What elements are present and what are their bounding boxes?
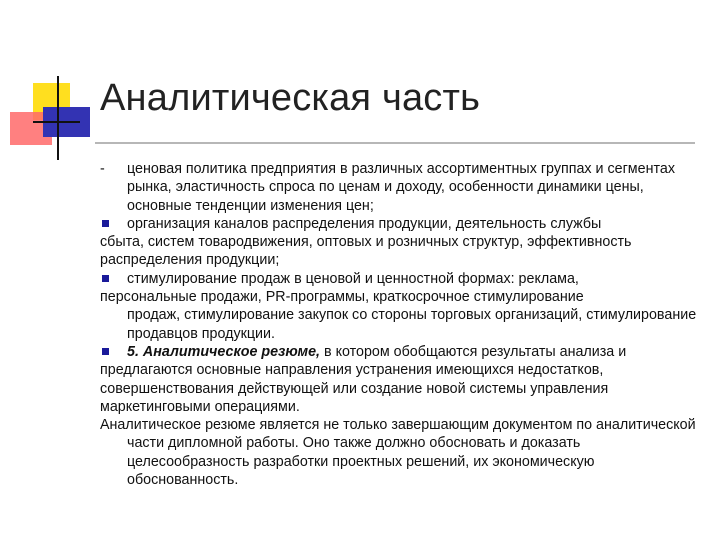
paragraph-distribution: [100, 215, 700, 270]
dash-marker: -: [100, 161, 105, 177]
paragraph-price-policy: [100, 160, 700, 215]
paragraph-sales-promotion: [100, 270, 700, 343]
paragraph-bold-heading: 5. Аналитическое резюме,: [127, 343, 321, 360]
paragraph-first-line: в котором обобщаются результаты анализа и: [320, 343, 627, 360]
paragraph-text: предлагаются основные направления устранения имеющихся недостатков, совершенствования действующей или создание новой системы управления маркетинговыми операциями.: [100, 362, 609, 415]
paragraph-text: ценовая политика предприятия в различных ассортиментных группах и сегментах рынка, эластичность спроса по ценам и доходу, особенности динамики цены, основные тенденции изменения цен;: [127, 161, 675, 214]
paragraph-text: сбыта, систем товародвижения, оптовых и розничных структур, эффективность распределения продукции;: [100, 234, 632, 269]
decor-horizontal-line: [33, 121, 80, 123]
slide-body: [100, 160, 700, 489]
decor-vertical-line: [57, 76, 59, 160]
paragraph-first-line: стимулирование продаж в ценовой и ценностной формах: реклама,: [127, 270, 579, 287]
title-underline: [95, 142, 695, 144]
paragraph-text: Аналитическое резюме является не только завершающим документом по аналитической части дипломной работы. Оно также должно обосновать и доказать целесообразность разработки проектных решений, их экономическую обоснованность.: [100, 417, 696, 489]
bullet-square-icon: [100, 343, 127, 361]
paragraph-text: продаж, стимулирование закупок со стороны торговых организаций, стимулирование продавцов продукции.: [127, 307, 697, 342]
bullet-square-icon: [100, 215, 127, 233]
paragraph-second-line: персональные продажи, PR-программы, краткосрочное стимулирование: [100, 289, 584, 306]
paragraph-analytic-summary: [100, 343, 700, 416]
paragraph-first-line: организация каналов распределения продукции, деятельность службы: [127, 215, 602, 232]
bullet-square-icon: [100, 270, 127, 288]
slide-title: Аналитическая часть: [100, 77, 481, 119]
paragraph-conclusion: [100, 416, 700, 489]
